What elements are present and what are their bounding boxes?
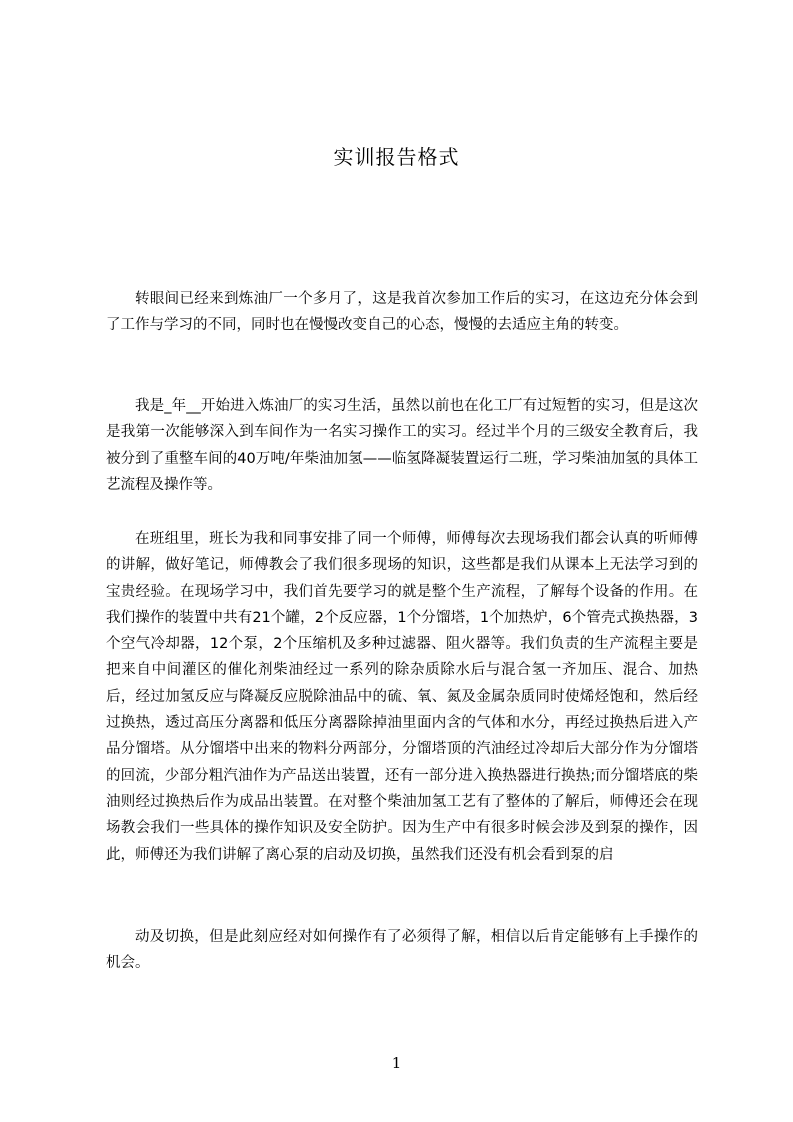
page-number: 1 <box>391 1054 402 1072</box>
document-title: 实训报告格式 <box>333 145 460 169</box>
paragraph-1: 转眼间已经来到炼油厂一个多月了，这是我首次参加工作后的实习，在这边充分体会到了工作与学习的不同，同时也在慢慢改变自己的心态，慢慢的去适应主角的转变。 <box>106 291 698 334</box>
paragraph-2: 我是_年__开始进入炼油厂的实习生活，虽然以前也在化工厂有过短暂的实习，但是这次是我第一次能够深入到车间作为一名实习操作工的实习。经过半个月的三级安全教育后，我被分到了重整车间的40万吨/年柴油加氢——临氢降凝装置运行二班，学习柴油加氢的具体工艺流程及操作等。 <box>106 398 698 493</box>
paragraph-4: 动及切换，但是此刻应经对如何操作有了必须得了解，相信以后肯定能够有上手操作的机会。 <box>106 929 698 972</box>
paragraph-3: 在班组里，班长为我和同事安排了同一个师傅，师傅每次去现场我们都会认真的听师傅的讲解，做好笔记，师傅教会了我们很多现场的知识，这些都是我们从课本上无法学习到的宝贵经验。在现场学习中，我们首先要学习的就是整个生产流程，了解每个设备的作用。在我们操作的装置中共有21个罐，2个反应器，1个分馏塔，1个加热炉，6个管壳式换热器，3个空气冷却器，12个泵，2个压缩机及多种过滤器、阻火器等。我们负责的生产流程主要是把来自中间灌区的催化剂柴油经过一系列的除杂质除水后与混合氢一齐加压、混合、加热后，经过加氢反应与降凝反应脱除油品中的硫、氧、氮及金属杂质同时使烯烃饱和，然后经过换热，透过高压分离器和低压分离器除掉油里面内含的气体和水分，再经过换热后进入产品分馏塔。从分馏塔中出来的物料分两部分，分馏塔顶的汽油经过冷却后大部分作为分馏塔的回流，少部分粗汽油作为产品送出装置，还有一部分进入换热器进行换热;而分馏塔底的柴油则经过换热后作为成品出装置。在对整个柴油加氢工艺有了整体的了解后，师傅还会在现场教会我们一些具体的操作知识及安全防护。因为生产中有很多时候会涉及到泵的操作，因此，师傅还为我们讲解了离心泵的启动及切换，虽然我们还没有机会看到泵的启 <box>106 531 698 863</box>
